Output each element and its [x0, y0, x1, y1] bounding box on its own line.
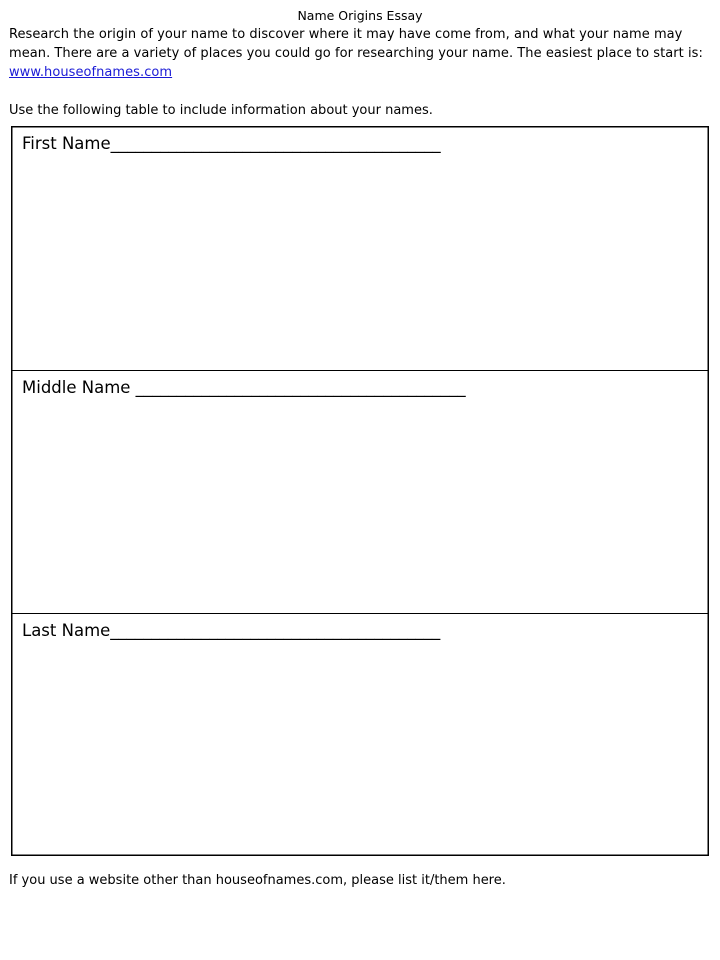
- first-name-label: First Name________________________________________: [22, 134, 441, 153]
- last-name-cell[interactable]: [12, 613, 708, 855]
- houseofnames-link[interactable]: www.houseofnames.com: [9, 65, 173, 80]
- last-name-label: Last Name________________________________________: [22, 621, 441, 640]
- footer-note: If you use a website other than houseofnames.com, please list it/them here.: [9, 873, 506, 888]
- document-title: Name Origins Essay: [297, 8, 423, 23]
- middle-name-label: Middle Name ________________________________________: [22, 378, 466, 397]
- names-table: [11, 126, 709, 856]
- first-name-cell[interactable]: [12, 127, 708, 370]
- intro-text: Research the origin of your name to discover where it may have come from, and what your name may mean. There are a variety of places you could go for researching your name. The easiest place to start is:: [9, 27, 703, 61]
- middle-name-cell[interactable]: [12, 370, 708, 613]
- table-instruction: Use the following table to include information about your names.: [9, 103, 433, 118]
- intro-paragraph: [9, 25, 714, 82]
